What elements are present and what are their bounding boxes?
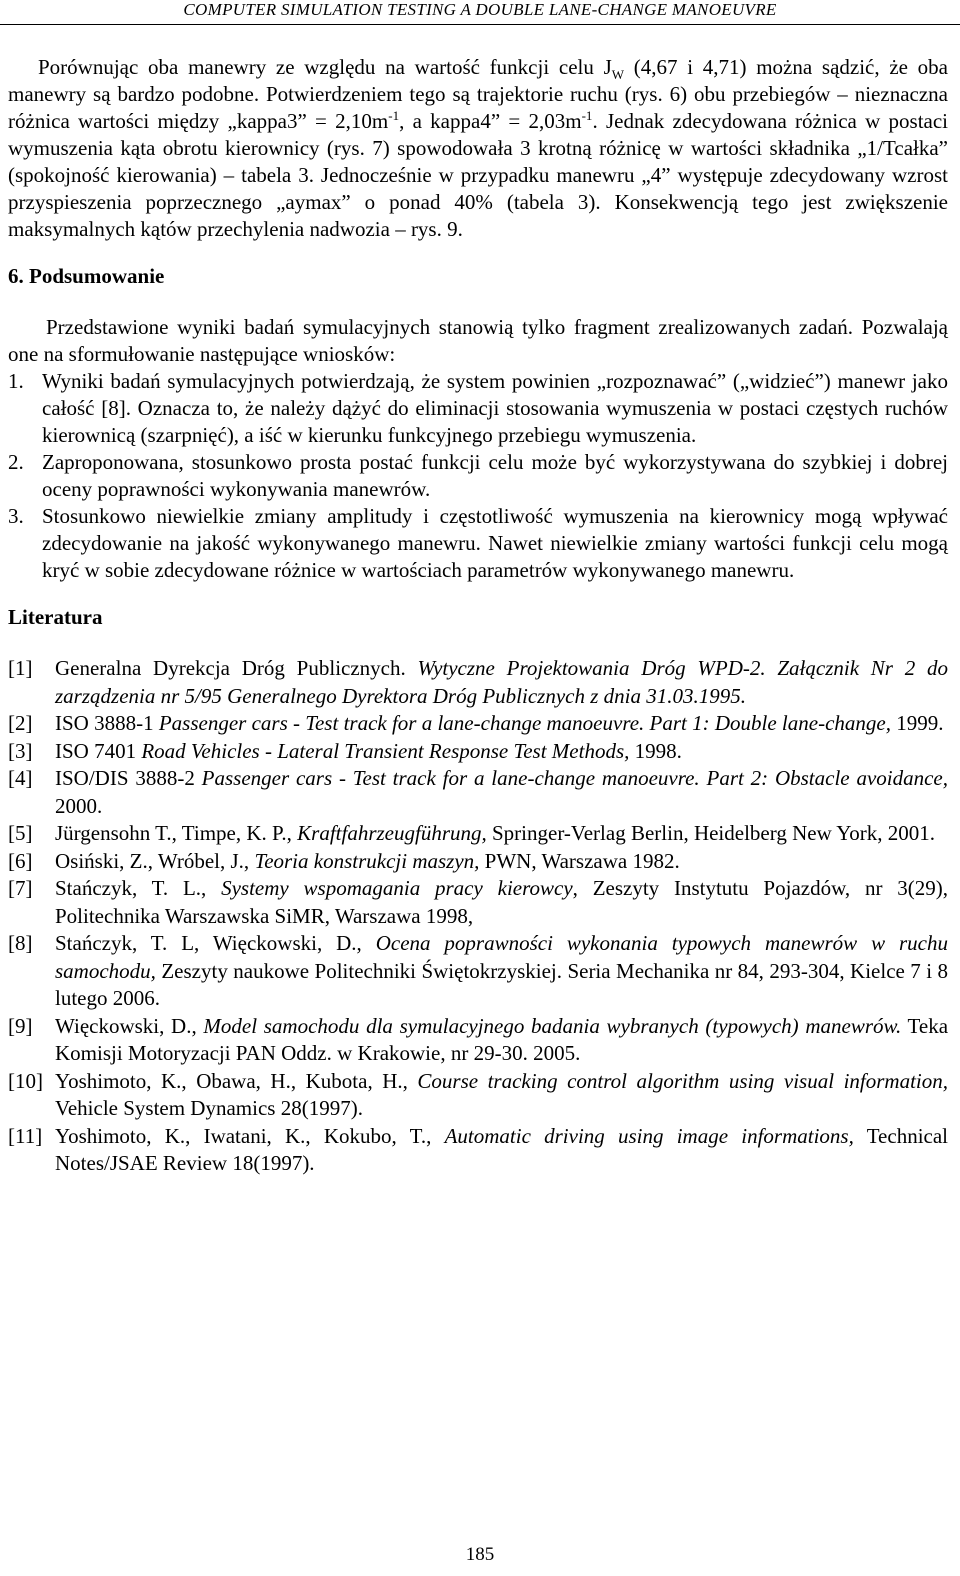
reference-authors: Więckowski, D., — [55, 1013, 204, 1038]
reference-details: , Zeszyty Instytutu Pojazdów, nr 3(29), Politechnika Warszawska SiMR, Warszawa 1998, — [55, 876, 948, 928]
reference-authors: ISO 7401 — [55, 738, 142, 763]
list-item-text: Zaproponowana, stosunkowo prosta postać funkcji celu może być wykorzystywana do szybkiej i dobrej oceny poprawności wykonywania manewrów. — [42, 450, 948, 501]
reference-details: Springer-Verlag Berlin, Heidelberg New York, 2001. — [486, 821, 936, 845]
reference-item — [8, 1123, 948, 1178]
reference-number: [7] — [8, 876, 33, 900]
section-heading-summary: 6. Podsumowanie — [8, 264, 165, 288]
header-rule — [0, 24, 960, 25]
reference-title: Systemy wspomagania pracy kierowcy — [221, 876, 573, 900]
page-number: 185 — [465, 1544, 495, 1565]
reference-number: [1] — [8, 656, 33, 680]
reference-authors: Yoshimoto, K., Iwatani, K., Kokubo, T., — [55, 1123, 445, 1148]
intro-subscript: W — [611, 67, 625, 83]
reference-title: Road Vehicles - Lateral Transient Response Test Methods, — [141, 738, 630, 763]
reference-item — [8, 765, 948, 820]
reference-authors: Generalna Dyrekcja Dróg Publicznych. — [55, 656, 418, 680]
reference-authors: Yoshimoto, K., Obawa, H., Kubota, H., — [55, 1068, 418, 1093]
reference-authors: Osiński, Z., Wróbel, J., — [55, 848, 255, 873]
reference-item — [8, 848, 948, 876]
list-item-text: Wyniki badań symulacyjnych potwierdzają, że system powinien „rozpoznawać” („widzieć”) manewr jako całość [8]. Oznacza to, że należy dążyć do eliminacji stosowania wymuszenia w postaci częstych ruchów kierownicą (szarpnięć), a iść w kierunku funkcyjnego przebiegu wymuszenia. — [42, 369, 948, 447]
reference-title: Course tracking control algorithm using visual information, — [417, 1068, 948, 1093]
reference-number: [6] — [8, 848, 33, 873]
reference-item — [8, 875, 948, 930]
reference-authors: ISO 3888-1 — [55, 711, 159, 735]
reference-number: [4] — [8, 766, 33, 790]
conclusions-list — [8, 368, 948, 584]
reference-authors: Stańczyk, T. L, Więckowski, D., — [55, 931, 376, 955]
reference-item — [8, 1013, 948, 1068]
intro-text-a: Porównując oba manewry ze względu na wartość funkcji celu J — [38, 55, 612, 79]
reference-title: Passenger cars - Test track for a lane-change manoeuvre. Part 1: Double lane-change, — [158, 711, 891, 735]
reference-details: 2000. — [55, 793, 103, 818]
reference-title: Wytyczne Projektowania Dróg WPD-2. Załącznik Nr 2 do zarządzenia nr 5/95 Generalnego Dyrektora Dróg Publicznych z dnia 31.03.1995. — [55, 656, 949, 708]
reference-details: PWN, Warszawa 1982. — [479, 848, 680, 873]
running-header: COMPUTER SIMULATION TESTING A DOUBLE LANE-CHANGE MANOEUVRE — [183, 0, 777, 19]
reference-number: [2] — [8, 711, 33, 735]
reference-item — [8, 820, 948, 848]
reference-number: [5] — [8, 821, 33, 845]
intro-text-c: , a kappa4” = 2,03m — [399, 109, 582, 133]
summary-intro: Przedstawione wyniki badań symulacyjnych stanowią tylko fragment zrealizowanych zadań. Pozwalają one na sformułowanie następujące wniosków: — [8, 315, 948, 366]
list-item-number: 2. — [8, 450, 24, 474]
reference-details: 1999. — [890, 711, 944, 735]
list-item — [8, 503, 948, 584]
reference-details: Technical Notes/JSAE Review 18(1997). — [55, 1123, 949, 1175]
reference-details: Zeszyty naukowe Politechniki Świętokrzyskiej. Seria Mechanika nr 84, 293-304, Kielce 7 i 8 lutego 2006. — [55, 958, 948, 1010]
reference-item — [8, 655, 948, 710]
reference-number: [3] — [8, 738, 33, 763]
list-item-number: 1. — [8, 369, 24, 393]
reference-title: Teoria konstrukcji maszyn, — [254, 848, 480, 873]
reference-details: Teka Komisji Motoryzacji PAN Oddz. w Krakowie, nr 29-30. 2005. — [55, 1013, 949, 1065]
reference-title: Kraftfahrzeugführung, — [297, 821, 487, 845]
list-item — [8, 368, 948, 449]
reference-number: [11] — [8, 1123, 43, 1148]
intro-text-d: . Jednak zdecydowana różnica w postaci wymuszenia kąta obrotu kierownicy (rys. 7) spowodowała 3 krotną różnicę w wartości składnika „1/Tcałka” (spokojność kierowania) – tabela 3. Jednocześnie w przypadku manewru „4” występuje zdecydowany wzrost przyspieszenia poprzecznego „aymax” o ponad 40% (tabela 3). Konsekwencją tego jest zwiększenie maksymalnych kątów przechylenia nadwozia – rys. 9. — [8, 109, 948, 241]
reference-item — [8, 710, 948, 738]
reference-item — [8, 1068, 948, 1123]
intro-superscript-1: -1 — [388, 108, 400, 123]
list-item-text: Stosunkowo niewielkie zmiany amplitudy i częstotliwość wymuszenia na kierownicy mogą wpływać zdecydowanie na jakość wykonywanego manewru. Nawet niewielkie zmiany wartości funkcji celu mogą kryć w sobie zdecydowane różnice w wartościach parametrów wykonywanego manewru. — [42, 504, 948, 582]
reference-details: 1998. — [629, 738, 682, 763]
reference-title: Automatic driving using image informations, — [444, 1123, 854, 1148]
intro-superscript-2: -1 — [581, 108, 593, 123]
reference-authors: Jürgensohn T., Timpe, K. P., — [55, 821, 298, 845]
page-content — [8, 54, 948, 1178]
list-item-number: 3. — [8, 504, 24, 528]
reference-title: Passenger cars - Test track for a lane-change manoeuvre. Part 2: Obstacle avoidance, — [201, 766, 948, 790]
reference-number: [8] — [8, 931, 33, 955]
reference-authors: ISO/DIS 3888-2 — [55, 766, 202, 790]
reference-title: Model samochodu dla symulacyjnego badania wybranych (typowych) manewrów. — [203, 1013, 902, 1038]
reference-authors: Stańczyk, T. L., — [55, 876, 222, 900]
reference-number: [9] — [8, 1013, 33, 1038]
intro-text-b: (4,67 i 4,71) można sądzić, że oba manewry są bardzo podobne. Potwierdzeniem tego są trajektorie ruchu (rys. 6) obu przebiegów – nieznaczna różnica wartości między „kappa3” = 2,10m — [8, 55, 949, 133]
reference-item — [8, 738, 948, 766]
reference-item — [8, 930, 948, 1013]
intro-paragraph — [8, 54, 948, 243]
section-heading-literature: Literatura — [8, 605, 103, 629]
reference-details: Vehicle System Dynamics 28(1997). — [55, 1096, 363, 1120]
list-item — [8, 449, 948, 503]
reference-list — [8, 655, 948, 1178]
reference-title: Ocena poprawności wykonania typowych manewrów w ruchu samochodu, — [55, 931, 948, 983]
reference-number: [10] — [8, 1068, 43, 1093]
